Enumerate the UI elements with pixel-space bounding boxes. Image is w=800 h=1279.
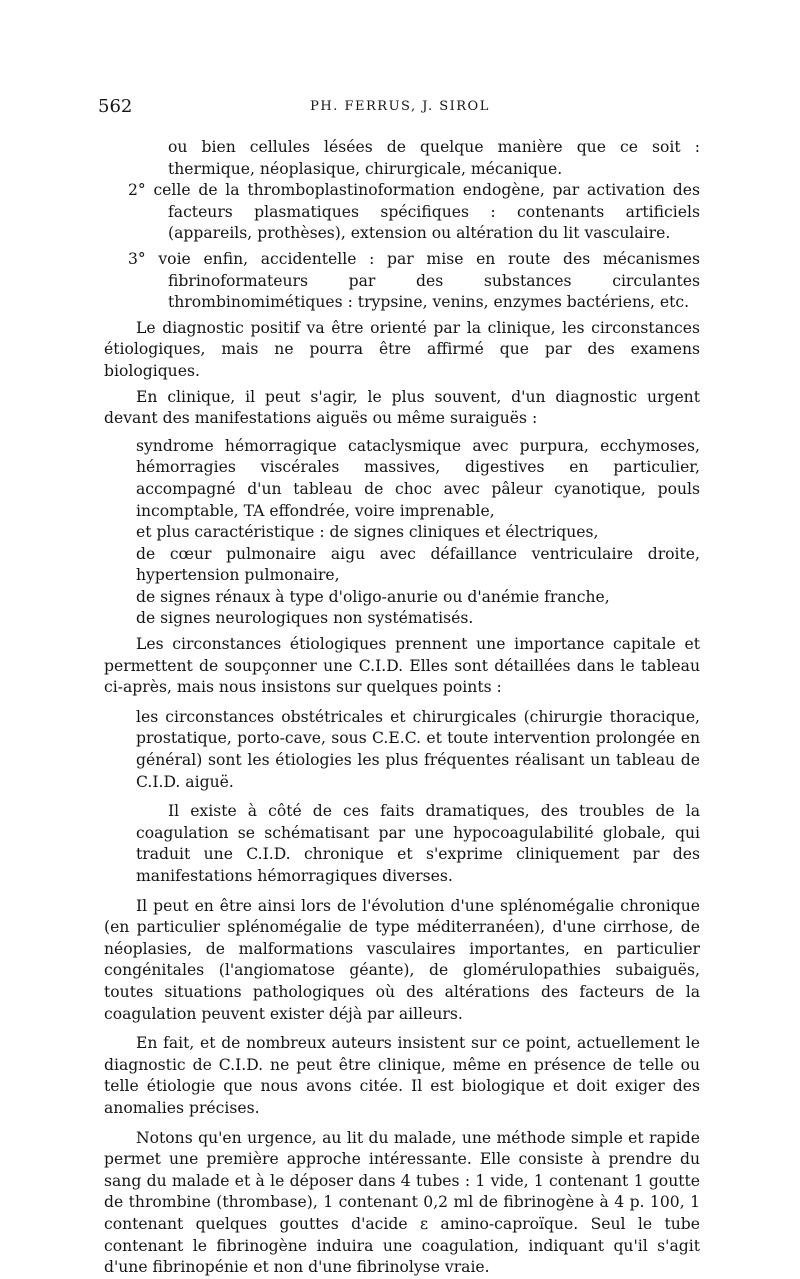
list-item-2: 2° celle de la thromboplastinoformation endogène, par activation des facteurs plasmatiques spécifiques : contenants artificiels (appareils, prothèses), extension ou altération du lit vasculaire.	[128, 181, 700, 243]
paragraph-en-fait: En fait, et de nombreux auteurs insistent sur ce point, actuellement le diagnostic de C.I.D. ne peut être clinique, même en présence de telle ou telle étiologie que nous avons citée. Il est biologique et doit exiger des anomalies précises.	[104, 1034, 700, 1117]
paragraph-continuation: ou bien cellules lésées de quelque manière que ce soit : thermique, néoplasique, chirurgicale, mécanique.	[168, 138, 700, 178]
body-text	[104, 137, 700, 1279]
list-item: syndrome hémorragique cataclysmique avec purpura, ecchymoses, hémorragies viscérales massives, digestives en particulier, accompagné d'un tableau de choc avec pâleur cyanotique, pouls incomptable, TA effondrée, voire imprenable,	[136, 436, 700, 520]
paragraph-chronique: Il existe à côté de ces faits dramatiques, des troubles de la coagulation se schématisant par une hypocoagulabilité globale, qui traduit une C.I.D. chronique et s'exprime cliniquement par des manifestations hémorragiques diverses.	[136, 802, 700, 885]
paragraph-circonstances: Les circonstances étiologiques prennent une importance capitale et permettent de soupçonner une C.I.D. Elles sont détaillées dans le tableau ci-après, mais nous insistons sur quelques points :	[104, 635, 700, 697]
symptom-list	[104, 436, 700, 630]
list-item-3: 3° voie enfin, accidentelle : par mise en route des mécanismes fibrinoformateurs par des substances circulantes thrombinomimétiques : trypsine, venins, enzymes bactériens, etc.	[128, 249, 700, 312]
running-head: PH. FERRUS, J. SIROL	[310, 99, 490, 114]
paragraph-etiologies: les circonstances obstétricales et chirurgicales (chirurgie thoracique, prostatique, porto-cave, sous C.E.C. et toute intervention prolongée en général) sont les étiologies les plus fréquentes réalisant un tableau de C.I.D. aiguë.	[136, 707, 700, 791]
paragraph-urgence: Notons qu'en urgence, au lit du malade, une méthode simple et rapide permet une première approche intéressante. Elle consiste à prendre du sang du malade et à le déposer dans 4 tubes : 1 vide, 1 contenant 1 goutte de thrombine (thrombase), 1 contenant 0,2 ml de fibrinogène à 4 p. 100, 1 contenant quelques gouttes d'acide ε amino-caproïque. Seul le tube contenant le fibrinogène induira une coagulation, indiquant qu'il s'agit d'une fibrinopénie et non d'une fibrinolyse vraie.	[104, 1128, 700, 1277]
page-number: 562	[98, 96, 133, 117]
list-item: et plus caractéristique : de signes cliniques et électriques,	[136, 523, 599, 542]
list-item: de signes rénaux à type d'oligo-anurie ou d'anémie franche,	[136, 587, 610, 606]
list-item: de cœur pulmonaire aigu avec défaillance ventriculaire droite, hypertension pulmonaire,	[136, 544, 700, 585]
paragraph-splenomegalie: Il peut en être ainsi lors de l'évolution d'une splénomégalie chronique (en particulier splénomégalie de type méditerranéen), d'une cirrhose, de néoplasies, de malformations vasculaires importantes, en particulier congénitales (l'angiomatose géante), de glomérulopathies subaiguës, toutes situations pathologiques où des altérations des facteurs de la coagulation peuvent exister déjà par ailleurs.	[104, 896, 700, 1023]
paragraph-clinique: En clinique, il peut s'agir, le plus souvent, d'un diagnostic urgent devant des manifestations aiguës ou même suraiguës :	[104, 387, 700, 428]
list-item: de signes neurologiques non systématisés.	[136, 609, 474, 628]
paragraph-diagnostic: Le diagnostic positif va être orienté par la clinique, les circonstances étiologiques, mais ne pourra être affirmé que par des examens biologiques.	[104, 318, 700, 380]
page-header	[98, 96, 702, 120]
